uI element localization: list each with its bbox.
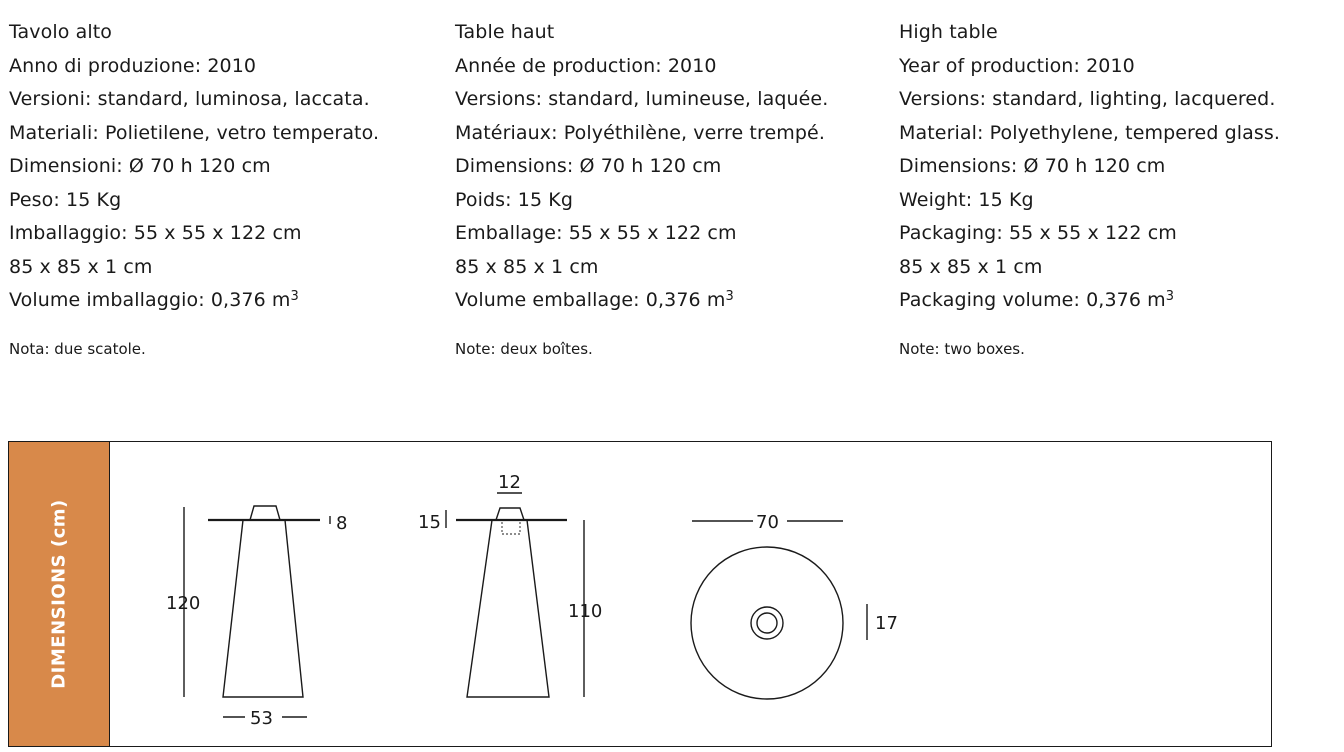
- side-view-drawing: [166, 506, 347, 729]
- weight: Weight: 15 Kg: [899, 188, 1034, 211]
- dimensions: Dimensions: Ø 70 h 120 cm: [455, 155, 722, 177]
- top-view-drawing: [691, 512, 898, 699]
- center-label: 17: [875, 613, 898, 634]
- packaging: Emballage: 55 x 55 x 122 cm: [455, 222, 737, 244]
- note: Nota: due scatole.: [9, 339, 146, 358]
- center-ring-outer: [751, 607, 783, 639]
- packaging-2: 85 x 85 x 1 cm: [455, 255, 599, 278]
- weight: Poids: 15 Kg: [455, 188, 574, 211]
- volume-label: Volume imballaggio: 0,376 m: [9, 289, 291, 311]
- packaging: Packaging: 55 x 55 x 122 cm: [899, 222, 1177, 244]
- note: Note: deux boîtes.: [455, 339, 593, 358]
- packaging-2: 85 x 85 x 1 cm: [9, 255, 153, 278]
- hidden-insert: [502, 520, 520, 534]
- title: High table: [899, 21, 998, 43]
- top-width-label: 12: [498, 472, 521, 493]
- section-view-drawing: [418, 472, 602, 697]
- materials: Matériaux: Polyéthilène, verre trempé.: [455, 121, 825, 144]
- dimensions-tab-label: DIMENSIONS (cm): [48, 499, 70, 689]
- diameter-label: 70: [756, 512, 779, 533]
- height-label: 120: [166, 593, 201, 614]
- versions: Versions: standard, lighting, lacquered.: [899, 88, 1276, 110]
- packaging-2: 85 x 85 x 1 cm: [899, 255, 1043, 278]
- title: Table haut: [455, 21, 555, 43]
- volume-label: Packaging volume: 0,376 m: [899, 289, 1166, 311]
- year: Année de production: 2010: [455, 54, 717, 77]
- tabletop-circle: [691, 547, 843, 699]
- center-ring-inner: [757, 613, 777, 633]
- base-label: 53: [250, 708, 273, 729]
- note: Note: two boxes.: [899, 339, 1025, 358]
- dimensions: Dimensioni: Ø 70 h 120 cm: [9, 155, 271, 177]
- year: Year of production: 2010: [899, 54, 1135, 77]
- volume-label: Volume emballage: 0,376 m: [455, 289, 726, 311]
- year: Anno di produzione: 2010: [9, 54, 257, 77]
- materials: Material: Polyethylene, tempered glass.: [899, 121, 1281, 144]
- volume-unit-exponent: 3: [290, 289, 299, 304]
- volume-unit-exponent: 3: [1165, 289, 1175, 304]
- top-height-label: 15: [418, 512, 441, 533]
- packaging: Imballaggio: 55 x 55 x 122 cm: [9, 222, 302, 244]
- body-height-label: 110: [568, 601, 603, 622]
- top-cap: [250, 506, 280, 520]
- title: Tavolo alto: [9, 21, 113, 43]
- top-cap: [496, 508, 524, 520]
- table-body: [223, 520, 303, 697]
- versions: Versioni: standard, luminosa, laccata.: [9, 88, 370, 110]
- volume-unit-exponent: 3: [725, 289, 734, 304]
- table-body: [467, 520, 549, 697]
- dimensions: Dimensions: Ø 70 h 120 cm: [899, 155, 1166, 177]
- top-label: 8: [336, 513, 348, 534]
- weight: Peso: 15 Kg: [9, 188, 122, 211]
- versions: Versions: standard, lumineuse, laquée.: [455, 88, 829, 110]
- materials: Materiali: Polietilene, vetro temperato.: [9, 121, 380, 144]
